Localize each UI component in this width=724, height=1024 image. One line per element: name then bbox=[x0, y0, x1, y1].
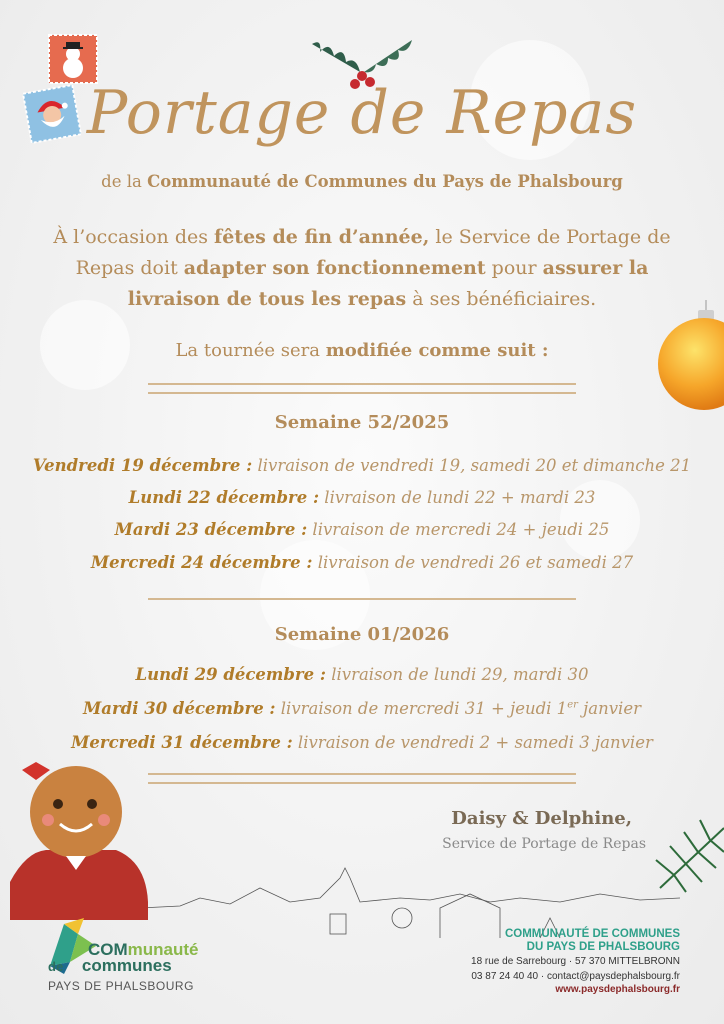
intro-paragraph bbox=[30, 222, 694, 315]
superscript: er bbox=[567, 699, 578, 711]
intro-text: à ses bénéficiaires. bbox=[406, 288, 597, 310]
schedule-row bbox=[0, 699, 724, 718]
schedule-text: livraison de vendredi 26 et samedi 27 bbox=[312, 553, 634, 572]
snowman-stamp-icon bbox=[48, 34, 98, 84]
schedule-text: livraison de mercredi 31 + jeudi 1 bbox=[275, 699, 568, 718]
logo-de: de bbox=[48, 959, 64, 974]
signature-names: Daisy & Delphine, bbox=[451, 808, 632, 829]
divider bbox=[148, 598, 576, 600]
schedule-text: livraison de vendredi 2 + samedi 3 janvier bbox=[292, 733, 653, 752]
footer-contact bbox=[471, 928, 680, 995]
footer-website-link[interactable]: www.paysdephalsbourg.fr bbox=[555, 984, 680, 995]
footer-address: 18 rue de Sarrebourg · 57 370 MITTELBRONN bbox=[471, 956, 680, 967]
page-title: Portage de Repas bbox=[86, 78, 638, 148]
schedule-row bbox=[0, 553, 724, 572]
schedule-text: janvier bbox=[577, 699, 641, 718]
double-divider bbox=[148, 773, 576, 784]
intro-text: le Service de Portage de Repas doit bbox=[75, 226, 671, 279]
schedule-text: livraison de lundi 29, mardi 30 bbox=[325, 665, 589, 684]
subtitle bbox=[0, 172, 724, 191]
week-heading: Semaine 52/2025 bbox=[274, 412, 450, 433]
intro-bold: assurer la livraison de tous les repas bbox=[127, 257, 649, 310]
schedule-day: Vendredi 19 décembre : bbox=[32, 456, 253, 475]
schedule-day: Mercredi 24 décembre : bbox=[90, 553, 313, 572]
logo-pays: PAYS DE PHALSBOURG bbox=[48, 979, 194, 993]
schedule-day: Lundi 22 décembre : bbox=[128, 488, 320, 507]
schedule-text: livraison de lundi 22 + mardi 23 bbox=[319, 488, 596, 507]
schedule-row bbox=[0, 488, 724, 507]
intro-text: pour bbox=[485, 257, 543, 279]
schedule-day: Mardi 23 décembre : bbox=[114, 520, 308, 539]
footer-org-line2: DU PAYS DE PHALSBOURG bbox=[526, 941, 680, 953]
subtitle-org: Communauté de Communes du Pays de Phalsbourg bbox=[147, 172, 623, 191]
modif-bold: modifiée comme suit : bbox=[325, 340, 549, 361]
logo-com: COM bbox=[88, 940, 128, 959]
intro-bold: fêtes de fin d’année, bbox=[214, 226, 430, 248]
schedule-day: Lundi 29 décembre : bbox=[135, 665, 326, 684]
schedule-row bbox=[0, 520, 724, 539]
week-heading: Semaine 01/2026 bbox=[274, 624, 450, 645]
intro-bold: adapter son fonctionnement bbox=[183, 257, 486, 279]
gingerbread-illustration bbox=[6, 752, 152, 920]
logo-munaute: munauté bbox=[127, 940, 199, 959]
logo bbox=[48, 940, 199, 993]
schedule-row bbox=[0, 665, 724, 684]
modif-text: La tournée sera bbox=[175, 340, 326, 361]
schedule-day: Mercredi 31 décembre : bbox=[71, 733, 293, 752]
signature-service: Service de Portage de Repas bbox=[442, 836, 646, 852]
footer-org-line1: COMMUNAUTÉ DE COMMUNES bbox=[504, 928, 680, 940]
logo-communes: communes bbox=[81, 956, 172, 975]
intro-text: À l’occasion des bbox=[53, 226, 215, 248]
footer-contact-line: 03 87 24 40 40 · contact@paysdephalsbourg.fr bbox=[471, 971, 680, 982]
subtitle-prefix: de la bbox=[101, 172, 142, 191]
modification-notice bbox=[0, 340, 724, 361]
schedule-row bbox=[0, 733, 724, 752]
double-divider bbox=[148, 383, 576, 394]
schedule-row bbox=[0, 456, 724, 475]
schedule-text: livraison de mercredi 24 + jeudi 25 bbox=[307, 520, 610, 539]
schedule-day: Mardi 30 décembre : bbox=[83, 699, 276, 718]
schedule-text: livraison de vendredi 19, samedi 20 et dimanche 21 bbox=[252, 456, 692, 475]
